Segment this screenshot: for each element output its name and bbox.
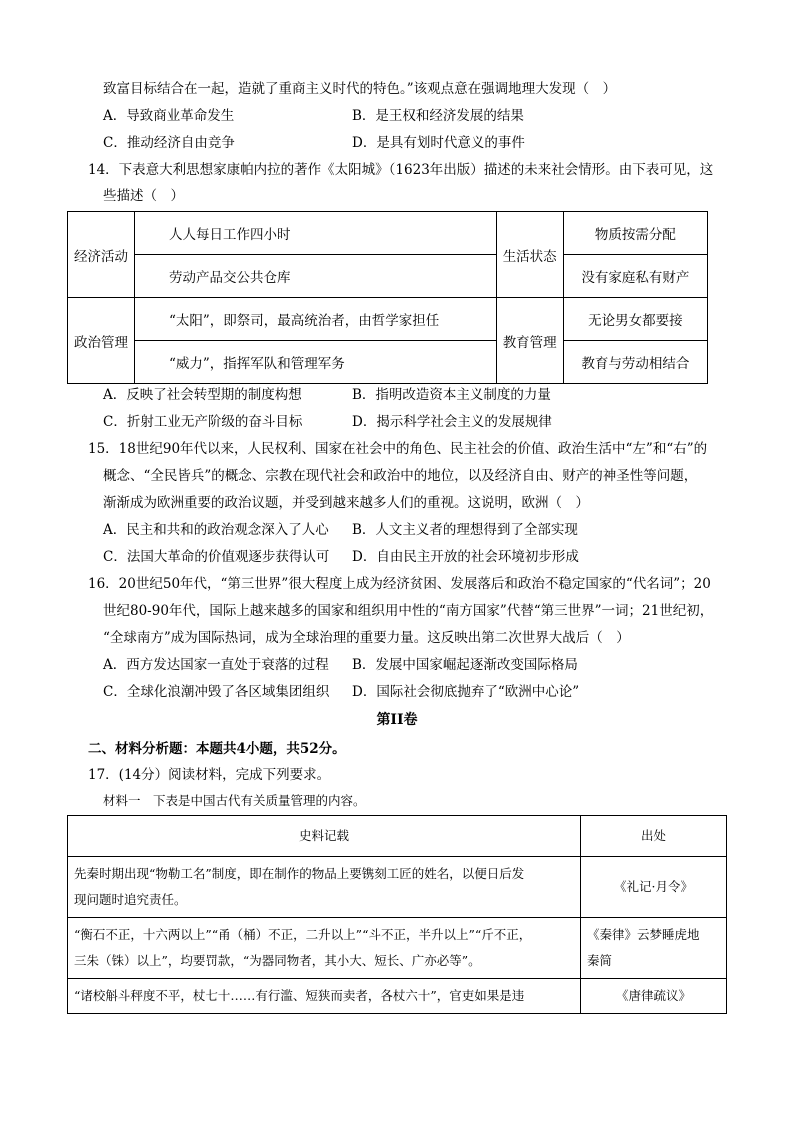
part2-title: 第II卷 xyxy=(376,712,418,728)
q17-stem: 17．(14分）阅读材料，完成下列要求。 xyxy=(88,767,331,783)
source-line: 秦简 xyxy=(587,953,613,968)
edu-label: 教育管理 xyxy=(496,298,563,384)
q14-table xyxy=(67,211,708,384)
header-source: 出处 xyxy=(581,816,727,857)
record-cell xyxy=(68,979,581,1014)
pol-cell-1: “太阳”，即祭司，最高统治者，由哲学家担任 xyxy=(135,298,497,341)
econ-cell-2: 劳动产品交公共仓库 xyxy=(135,255,497,298)
table-row xyxy=(68,918,727,979)
q15-option-c: C．法国大革命的价值观逐步获得认可 xyxy=(103,549,330,565)
source-cell: 《唐律疏议》 xyxy=(581,979,727,1014)
table-row xyxy=(68,857,727,918)
pol-label: 政治管理 xyxy=(68,298,135,384)
econ-label: 经济活动 xyxy=(68,212,135,298)
record-text-line: 现问题时追究责任。 xyxy=(74,892,187,907)
q16-stem-line3: “全球南方”成为国际热词，成为全球治理的重要力量。这反映出第二次世界大战后（ ） xyxy=(103,630,630,646)
q13-option-d: D．是具有划时代意义的事件 xyxy=(352,135,525,151)
header-record: 史料记载 xyxy=(68,816,581,857)
source-line: 《秦律》云梦睡虎地 xyxy=(587,927,700,942)
q16-stem-line1: 16．20世纪50年代，“第三世界”很大程度上成为经济贫困、发展落后和政治不稳定国家的“代名词”；20 xyxy=(88,576,711,592)
record-cell xyxy=(68,918,581,979)
q14-option-d: D．揭示科学社会主义的发展规律 xyxy=(352,414,552,430)
q14-stem-line2: 些描述（ ） xyxy=(103,188,184,204)
econ-cell-1: 人人每日工作四小时 xyxy=(135,212,497,255)
q16-option-b: B．发展中国家崛起逐渐改变国际格局 xyxy=(352,657,578,673)
q16-option-a: A．西方发达国家一直处于衰落的过程 xyxy=(103,657,329,673)
record-text-line: 三朱（铢）以上”，均要罚款，“为器同物者，其小大、短长、广亦必等”。 xyxy=(74,953,481,968)
q13-option-c: C．推动经济自由竞争 xyxy=(103,135,235,151)
q15-stem-line1: 15．18世纪90年代以来，人民权利、国家在社会中的角色、民主社会的价值、政治生活中“左”和“右”的 xyxy=(88,441,708,457)
q14-option-b: B．指明改造资本主义制度的力量 xyxy=(352,387,551,403)
q13-option-b: B．是王权和经济发展的结果 xyxy=(352,108,524,124)
q15-option-b: B．人文主义者的理想得到了全部实现 xyxy=(352,522,578,538)
material-intro: 材料一 下表是中国古代有关质量管理的内容。 xyxy=(103,793,366,808)
q16-option-c: C．全球化浪潮冲毁了各区域集团组织 xyxy=(103,684,330,700)
q15-stem-line3: 渐渐成为欧洲重要的政治议题，并受到越来越多人们的重视。这说明，欧洲（ ） xyxy=(103,495,589,511)
table-row xyxy=(68,979,727,1014)
source-cell xyxy=(581,918,727,979)
life-cell-2: 没有家庭私有财产 xyxy=(563,255,707,298)
q13-option-a: A．导致商业革命发生 xyxy=(103,108,235,124)
q14-stem-line1: 14．下表意大利思想家康帕内拉的著作《太阳城》（1623年出版）描述的未来社会情形。由下表可见，这 xyxy=(88,162,714,178)
edu-cell-1: 无论男女都要接 xyxy=(563,298,707,341)
q15-option-a: A．民主和共和的政治观念深入了人心 xyxy=(103,522,329,538)
q14-option-c: C．折射工业无产阶级的奋斗目标 xyxy=(103,414,303,430)
section-heading: 二、材料分析题：本题共4小题，共52分。 xyxy=(88,741,346,757)
life-cell-1: 物质按需分配 xyxy=(563,212,707,255)
q14-option-a: A．反映了社会转型期的制度构想 xyxy=(103,387,302,403)
record-text-line: “衡石不正，十六两以上”“甬（桶）不正，二升以上”“斗不正，半升以上”“斤不正， xyxy=(74,927,532,942)
q16-stem-line2: 世纪80-90年代，国际上越来越多的国家和组织用中性的“南方国家”代替“第三世界”一词；21世纪初， xyxy=(103,603,714,619)
q17-table xyxy=(67,815,727,1014)
source-cell: 《礼记·月令》 xyxy=(581,857,727,918)
q16-option-d: D．国际社会彻底抛弃了“欧洲中心论” xyxy=(352,684,580,700)
record-cell xyxy=(68,857,581,918)
record-text-line: “诸校斛斗秤度不平，杖七十……有行滥、短狭而卖者，各杖六十”，官吏如果是违 xyxy=(74,988,525,1003)
life-label: 生活状态 xyxy=(496,212,563,298)
q13-stem-tail: 致富目标结合在一起，造就了重商主义时代的特色。”该观点意在强调地理大发现（ ） xyxy=(103,81,617,97)
record-text-line: 先秦时期出现“物勒工名”制度，即在制作的物品上要镌刻工匠的姓名，以便日后发 xyxy=(74,866,525,881)
q15-option-d: D．自由民主开放的社会环境初步形成 xyxy=(352,549,579,565)
pol-cell-2: “威力”，指挥军队和管理军务 xyxy=(135,341,497,384)
q15-stem-line2: 概念、“全民皆兵”的概念、宗教在现代社会和政治中的地位，以及经济自由、财产的神圣性等问题， xyxy=(103,468,698,484)
edu-cell-2: 教育与劳动相结合 xyxy=(563,341,707,384)
